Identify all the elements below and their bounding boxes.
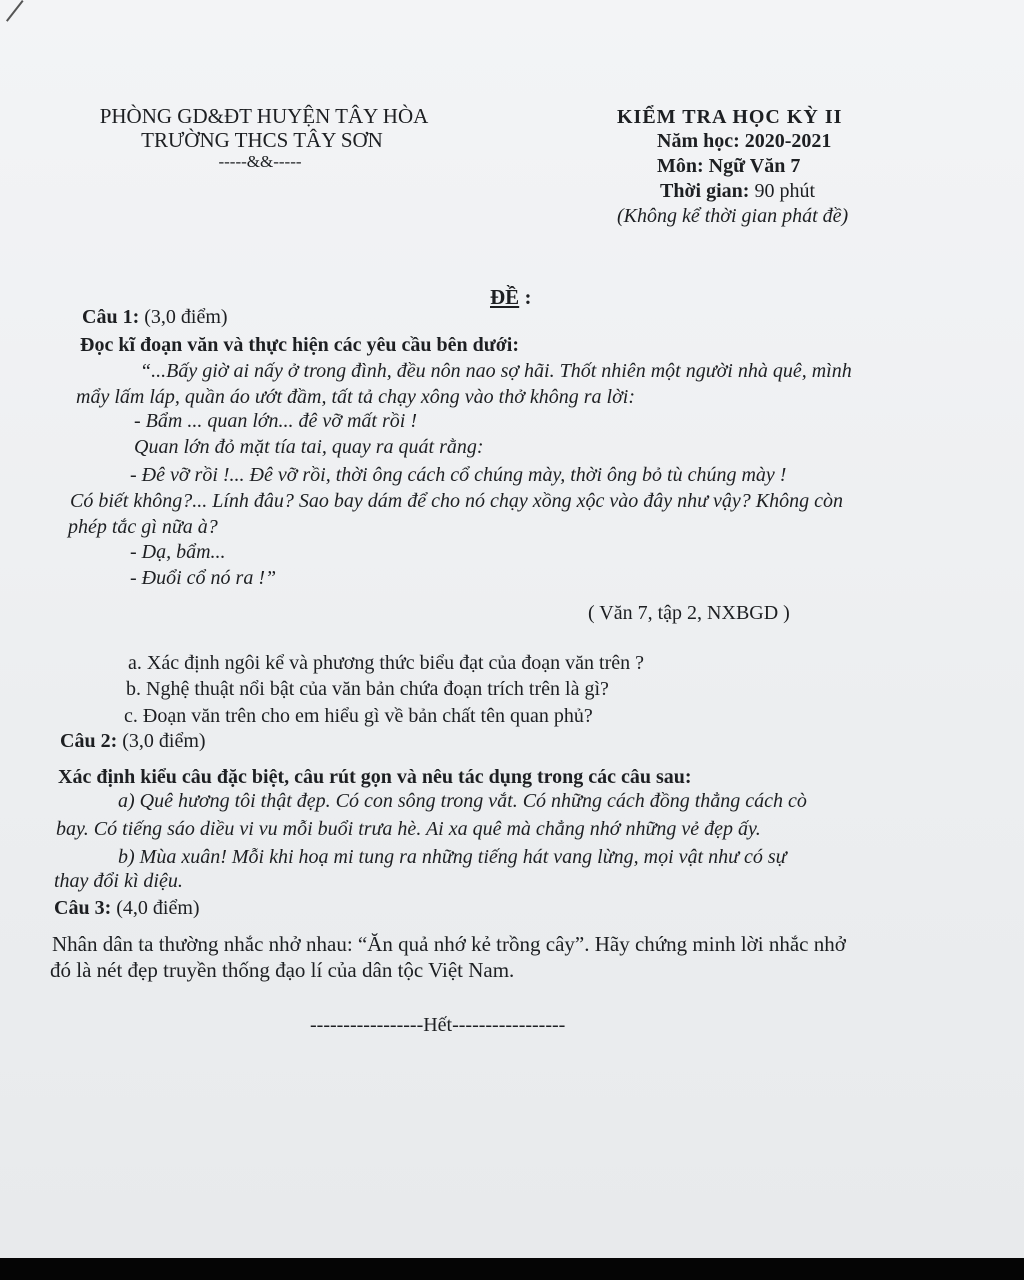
question-1-label: Câu 1: (3,0 điểm)	[82, 306, 228, 328]
exam-heading: ĐỀ :	[490, 285, 532, 309]
question-2-instruction: Xác định kiểu câu đặc biệt, câu rút gọn và nêu tác dụng trong các câu sau:	[58, 766, 692, 788]
header-ornament: -----&&-----	[218, 152, 302, 171]
passage-line: Quan lớn đỏ mặt tía tai, quay ra quát rằng:	[134, 436, 484, 458]
question-2-text: bay. Có tiếng sáo diều vi vu mỗi buổi trưa hè. Ai xa quê mà chẳng nhớ những vẻ đẹp ấy.	[56, 818, 761, 840]
passage-line: - Đê vỡ rồi !... Đê vỡ rồi, thời ông cách cổ chúng mày, thời ông bỏ tù chúng mày !	[130, 464, 787, 486]
passage-line: mẩy lấm láp, quần áo ướt đầm, tất tả chạy xông vào thở không ra lời:	[76, 386, 635, 408]
question-1a: a. Xác định ngôi kể và phương thức biểu đạt của đoạn văn trên ?	[128, 652, 644, 674]
passage-line: - Dạ, bẩm...	[130, 541, 226, 563]
passage-line: - Đuổi cổ nó ra !”	[130, 567, 277, 589]
exam-title: KIỂM TRA HỌC KỲ II	[617, 106, 843, 128]
screen-bottom-bar	[0, 1258, 1024, 1280]
passage-line: “...Bấy giờ ai nấy ở trong đình, đều nôn nao sợ hãi. Thốt nhiên một người nhà quê, mình	[140, 360, 852, 382]
question-2-text: thay đổi kì diệu.	[54, 870, 183, 892]
end-marker: -----------------Hết-----------------	[310, 1014, 566, 1036]
question-1-instruction: Đọc kĩ đoạn văn và thực hiện các yêu cầu bên dưới:	[80, 334, 520, 356]
question-1b: b. Nghệ thuật nổi bật của văn bản chứa đoạn trích trên là gì?	[126, 678, 609, 700]
school-name: TRƯỜNG THCS TÂY SƠN	[141, 128, 383, 152]
question-3-text: đó là nét đẹp truyền thống đạo lí của dân tộc Việt Nam.	[50, 958, 515, 982]
paper-fold-mark	[6, 0, 24, 22]
question-2-text: b) Mùa xuân! Mỗi khi hoạ mi tung ra những tiếng hát vang lừng, mọi vật như có sự	[118, 846, 787, 868]
passage-line: Có biết không?... Lính đâu? Sao bay dám để cho nó chạy xồng xộc vào đây như vậy? Không còn	[70, 490, 843, 512]
question-1c: c. Đoạn văn trên cho em hiểu gì về bản chất tên quan phủ?	[124, 705, 593, 727]
subject: Môn: Ngữ Văn 7	[657, 155, 801, 177]
department-name: PHÒNG GD&ĐT HUYỆN TÂY HÒA	[99, 104, 429, 128]
question-2-text: a) Quê hương tôi thật đẹp. Có con sông trong vắt. Có những cách đồng thẳng cách cò	[118, 790, 807, 812]
duration: Thời gian: 90 phút	[660, 180, 815, 202]
passage-line: phép tắc gì nữa à?	[68, 516, 218, 538]
school-year: Năm học: 2020-2021	[657, 130, 832, 152]
question-3-label: Câu 3: (4,0 điểm)	[54, 897, 200, 919]
question-3-text: Nhân dân ta thường nhắc nhở nhau: “Ăn quả nhớ kẻ trồng cây”. Hãy chứng minh lời nhắc nhở	[52, 932, 846, 956]
question-2-label: Câu 2: (3,0 điểm)	[60, 730, 206, 752]
passage-line: - Bẩm ... quan lớn... đê vỡ mất rồi !	[134, 410, 417, 432]
passage-source: ( Văn 7, tập 2, NXBGD )	[588, 602, 790, 624]
duration-note: (Không kể thời gian phát đề)	[617, 205, 849, 227]
